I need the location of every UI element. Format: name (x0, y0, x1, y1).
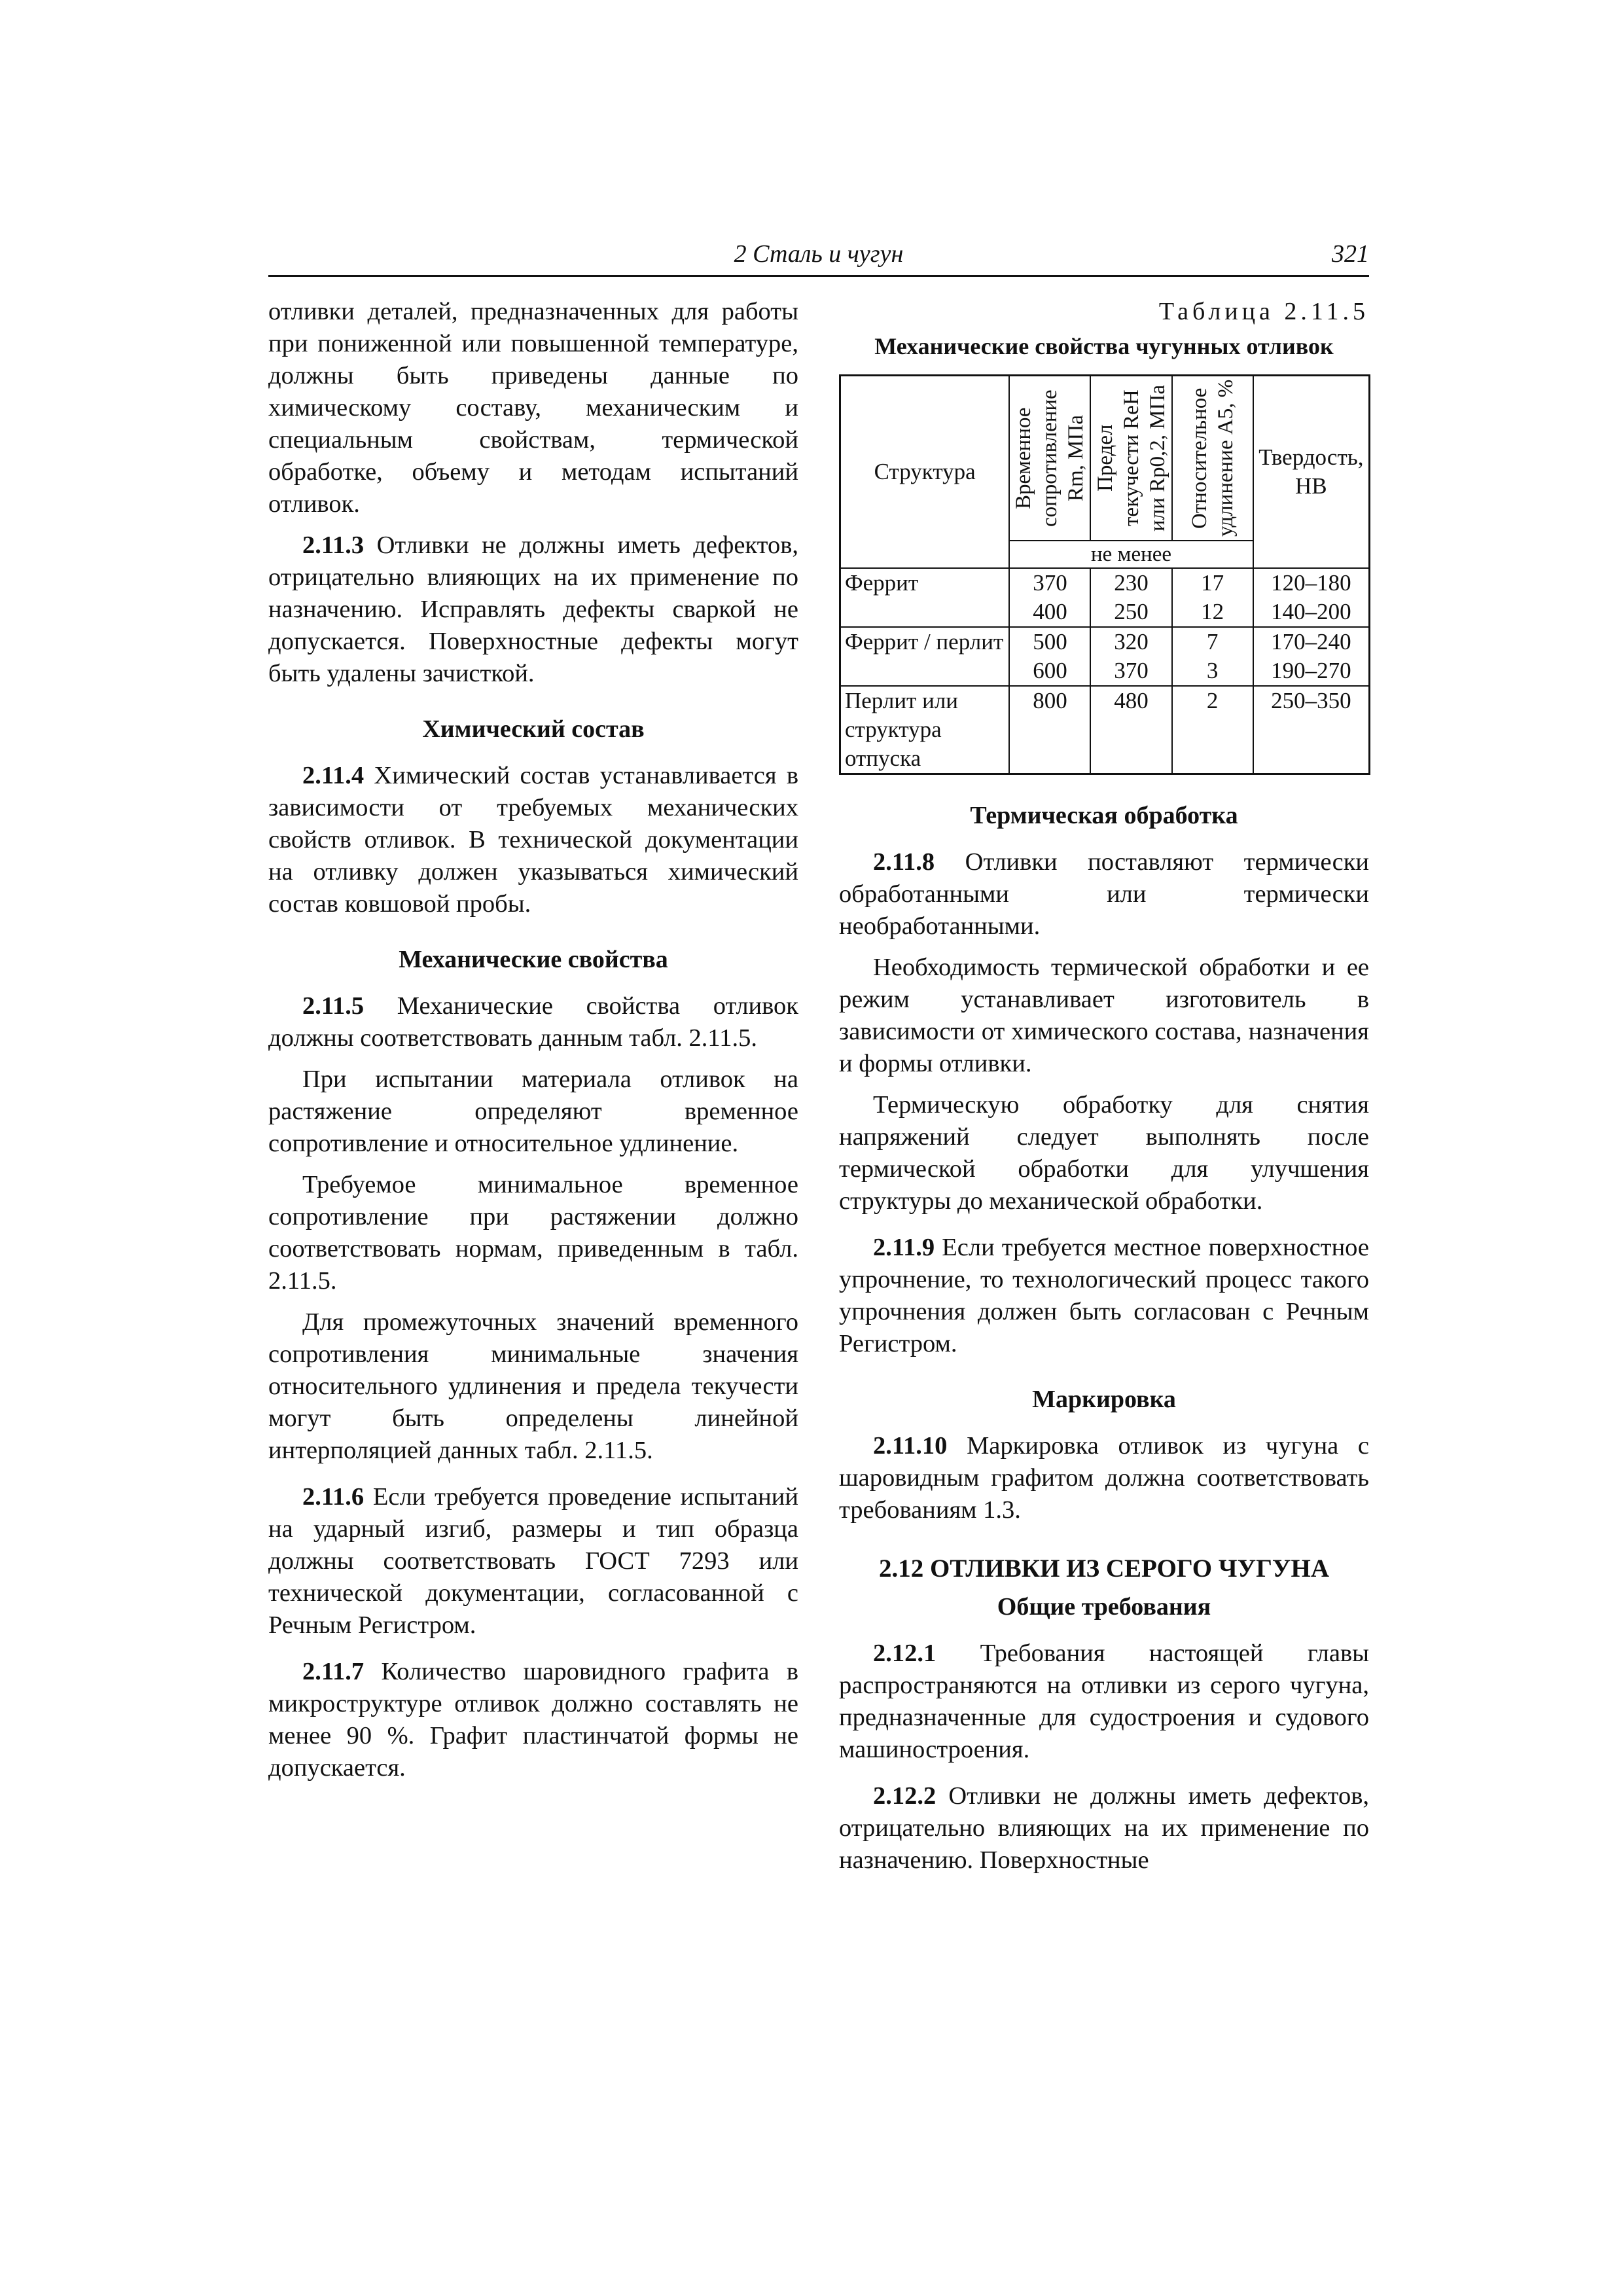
cell-a5 (1172, 568, 1253, 627)
clause-text: Отливки поставляют термически обработанными или термически необработанными. (839, 848, 1370, 940)
page-number: 321 (1332, 240, 1369, 268)
header-structure: Структура (840, 376, 1010, 569)
paragraph-2-11-7 (268, 1656, 798, 1784)
clause-text: Отливки не должны иметь дефектов, отрицательно влияющих на их применение по назначению. Поверхностные (839, 1782, 1370, 1874)
cell-value: 320 (1114, 629, 1149, 655)
heading-mechanical-properties: Механические свойства (399, 946, 668, 973)
paragraph-necessity: Необходимость термической обработки и ее режим устанавливает изготовитель в зависимости от химического состава, назначения и формы отливки. (839, 954, 1369, 1077)
cell-value: 120–180 (1271, 570, 1351, 596)
paragraph-2-11-6 (268, 1481, 798, 1641)
header-tensile-strength-text: Временное сопротивление Rm, МПа (1012, 389, 1088, 527)
header-tensile-strength (1009, 376, 1090, 541)
cell-value: 17 (1201, 570, 1224, 596)
paragraph-intro: отливки деталей, предназначенных для работы при пониженной или повышенной температуре, должны быть приведены данные по химическому составу, механическим и специальным свойствам, термической обработке, объему и методам испытаний отливок. (268, 298, 798, 518)
cell-structure: Феррит (840, 568, 1010, 627)
header-elongation (1172, 376, 1253, 541)
paragraph-2-11-10 (839, 1430, 1369, 1526)
clause-text: Отливки не должны иметь дефектов, отрицательно влияющих на их применение по назначению. Исправлять дефекты сваркой не допускается. Поверхностные дефекты могут быть удалены зачисткой. (268, 531, 799, 687)
heading-chemical-composition: Химический состав (422, 715, 645, 743)
mechanical-properties-table (839, 374, 1370, 775)
heading-general-requirements: Общие требования (997, 1593, 1211, 1621)
cell-re (1090, 627, 1171, 686)
clause-number: 2.11.10 (873, 1432, 948, 1460)
paragraph-tensile-test: При испытании материала отливок на растяжение определяют временное сопротивление и относительное удлинение. (268, 1066, 798, 1157)
cell-value: 370 (1033, 570, 1067, 596)
paragraph-2-11-9 (839, 1232, 1369, 1360)
cell-value: 2 (1206, 688, 1219, 713)
clause-number: 2.11.7 (302, 1658, 365, 1685)
table-row (840, 686, 1370, 774)
heading-heat-treatment: Термическая обработка (970, 802, 1238, 829)
paragraph-2-11-3 (268, 529, 798, 690)
cell-value: 170–240 (1271, 629, 1351, 655)
cell-value: 500 (1033, 629, 1067, 655)
cell-value: 370 (1114, 658, 1149, 683)
paragraph-requirement: Требуемое минимальное временное сопротивление при растяжении должно соответствовать нормам, приведенным в табл. 2.11.5. (268, 1171, 798, 1295)
paragraph-2-11-4 (268, 760, 798, 920)
cell-hb (1253, 568, 1370, 627)
cell-value: 7 (1206, 629, 1219, 655)
table-label: Таблица 2.11.5 (1158, 298, 1369, 325)
cell-value: 190–270 (1271, 658, 1351, 683)
cell-rm (1009, 686, 1090, 774)
clause-text: Если требуется проведение испытаний на ударный изгиб, размеры и тип образца должны соответствовать ГОСТ 7293 или технической документации, согласованной с Речным Регистром. (268, 1483, 798, 1639)
header-yield-strength (1090, 376, 1171, 541)
cell-structure: Перлит или структура отпуска (840, 686, 1010, 774)
heading-section-2-12: 2.12 ОТЛИВКИ ИЗ СЕРОГО ЧУГУНА (878, 1554, 1330, 1583)
clause-text: Химический состав устанавливается в зависимости от требуемых механических свойств отливок. В технической документации на отливку должен указываться химический состав ковшовой пробы. (268, 762, 799, 918)
paragraph-2-11-5 (268, 990, 798, 1054)
cell-re (1090, 568, 1171, 627)
clause-text: Количество шаровидного графита в микроструктуре отливок должно составлять не менее 90 %. Графит пластинчатой формы не допускается. (268, 1658, 799, 1782)
clause-number: 2.12.2 (873, 1782, 936, 1810)
section-title: 2 Сталь и чугун (734, 240, 904, 268)
cell-value: 230 (1114, 570, 1149, 596)
heading-marking: Маркировка (1032, 1386, 1176, 1413)
left-column (268, 296, 798, 1799)
clause-text: Маркировка отливок из чугуна с шаровидным графитом должна соответствовать требованиям 1.3. (839, 1432, 1370, 1524)
cell-rm (1009, 568, 1090, 627)
cell-hb (1253, 627, 1370, 686)
cell-value: 250 (1114, 599, 1149, 624)
header-elongation-text: Относительное удлинение A5, % (1187, 379, 1238, 537)
cell-value: 140–200 (1271, 599, 1351, 624)
right-column (839, 296, 1369, 1891)
cell-a5 (1172, 686, 1253, 774)
cell-re (1090, 686, 1171, 774)
clause-number: 2.12.1 (873, 1640, 936, 1667)
cell-hb (1253, 686, 1370, 774)
cell-structure: Феррит / перлит (840, 627, 1010, 686)
clause-number: 2.11.9 (873, 1234, 935, 1261)
clause-number: 2.11.6 (302, 1483, 365, 1511)
header-not-less: не менее (1009, 541, 1253, 568)
clause-number: 2.11.5 (302, 992, 365, 1020)
table-row (840, 627, 1370, 686)
clause-text: Если требуется местное поверхностное упрочнение, то технологический процесс такого упрочнения должен быть согласован с Речным Регистром. (839, 1234, 1369, 1357)
paragraph-stress-relief: Термическую обработку для снятия напряжений следует выполнять после термической обработки для улучшения структуры до механической обработки. (839, 1091, 1369, 1215)
cell-value: 400 (1033, 599, 1067, 624)
table-row (840, 568, 1370, 627)
cell-a5 (1172, 627, 1253, 686)
clause-number: 2.11.8 (873, 848, 935, 876)
clause-number: 2.11.3 (302, 531, 365, 559)
cell-value: 12 (1201, 599, 1224, 624)
header-yield-strength-text: Предел текучести ReH или Rp0,2, МПа (1093, 384, 1169, 532)
cell-rm (1009, 627, 1090, 686)
clause-number: 2.11.4 (302, 762, 365, 789)
paragraph-interpolation: Для промежуточных значений временного сопротивления минимальные значения относительного удлинения и предела текучести могут быть определены линейной интерполяцией данных табл. 2.11.5. (268, 1308, 798, 1464)
table-title: Механические свойства чугунных отливок (874, 333, 1334, 359)
cell-value: 250–350 (1271, 688, 1351, 713)
cell-value: 480 (1114, 688, 1149, 713)
paragraph-2-11-8 (839, 846, 1369, 942)
running-header (268, 237, 1369, 277)
table-header-row (840, 376, 1370, 541)
paragraph-2-12-1 (839, 1638, 1369, 1766)
header-hardness: Твердость, НВ (1253, 376, 1370, 569)
clause-text: Механические свойства отливок должны соответствовать данным табл. 2.11.5. (268, 992, 799, 1052)
clause-text: Требования настоящей главы распространяются на отливки из серого чугуна, предназначенные для судостроения и судового машиностроения. (839, 1640, 1370, 1763)
cell-value: 3 (1206, 658, 1219, 683)
cell-value: 600 (1033, 658, 1067, 683)
cell-value: 800 (1033, 688, 1067, 713)
paragraph-2-12-2 (839, 1780, 1369, 1876)
